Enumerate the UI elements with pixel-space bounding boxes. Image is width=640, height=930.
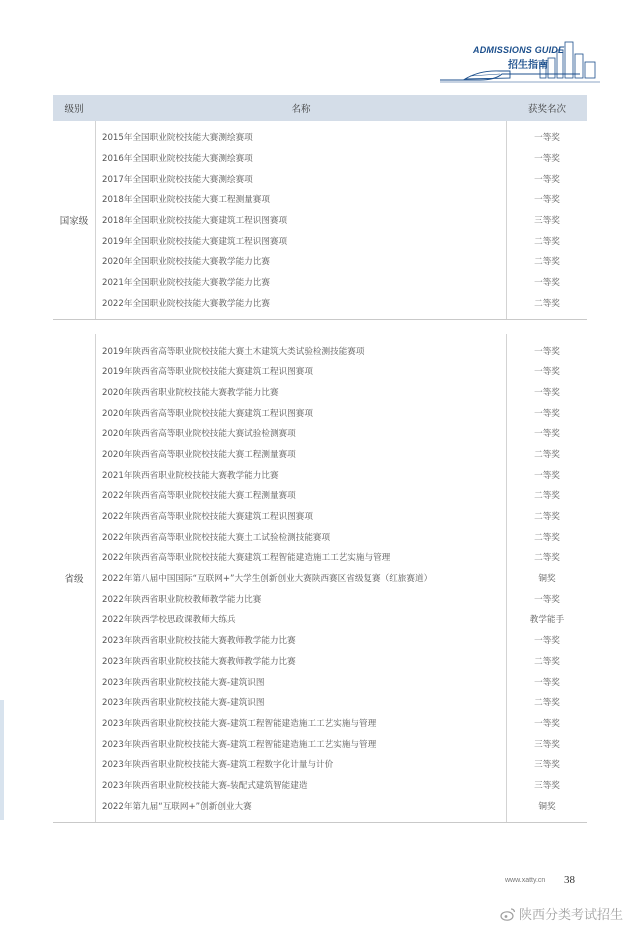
group-national — [53, 121, 587, 319]
award-name-cell: 2023年陕西省职业院校技能大赛-建筑识图 — [102, 677, 265, 688]
award-rank-cell: 一等奖 — [534, 408, 560, 419]
award-name-cell: 2022年第九届“互联网+”创新创业大赛 — [102, 801, 252, 812]
award-rank-cell: 二等奖 — [534, 491, 560, 502]
award-rank-cell: 一等奖 — [534, 387, 560, 398]
award-rank-cell: 三等奖 — [534, 780, 560, 791]
awards-table — [53, 95, 587, 823]
award-name-cell: 2020年陕西省高等职业院校技能大赛建筑工程识图赛项 — [102, 408, 313, 419]
header-level: 级别 — [64, 104, 84, 115]
award-rank-cell: 一等奖 — [534, 470, 560, 481]
award-name-cell: 2023年陕西省职业院校技能大赛-建筑识图 — [102, 698, 265, 709]
award-name-cell: 2022年陕西省职业院校教师教学能力比赛 — [102, 594, 262, 605]
award-rank-cell: 一等奖 — [534, 677, 560, 688]
award-name-cell: 2019年陕西省高等职业院校技能大赛建筑工程识图赛项 — [102, 367, 313, 378]
award-rank-cell: 二等奖 — [534, 698, 560, 709]
header-award: 获奖名次 — [527, 104, 566, 115]
award-name-cell: 2022年陕西学校思政课教师大练兵 — [102, 615, 236, 626]
award-rank-cell: 一等奖 — [534, 278, 560, 289]
brand-chinese: 招生指南 — [508, 60, 548, 71]
award-rank-cell: 二等奖 — [534, 532, 560, 543]
award-rank-cell: 二等奖 — [534, 236, 560, 247]
award-rank-cell: 二等奖 — [534, 512, 560, 523]
award-rank-cell: 铜奖 — [538, 574, 556, 585]
award-name-cell: 2023年陕西省职业院校技能大赛教师教学能力比赛 — [102, 656, 296, 667]
award-rank-cell: 三等奖 — [534, 760, 560, 771]
award-name-cell: 2018年全国职业院校技能大赛建筑工程识图赛项 — [102, 216, 288, 227]
award-name-cell: 2020年陕西省高等职业院校技能大赛试验检测赛项 — [102, 429, 296, 440]
award-rank-cell: 一等奖 — [534, 133, 560, 144]
weibo-watermark — [500, 904, 623, 923]
group-level-label: 国家级 — [59, 216, 89, 228]
award-rank-cell: 二等奖 — [534, 656, 560, 667]
award-name-cell: 2022年陕西省高等职业院校技能大赛建筑工程智能建造施工工艺实施与管理 — [102, 553, 391, 564]
header-name: 名称 — [291, 104, 311, 115]
watermark-text: 陕西分类考试招生 — [519, 908, 624, 923]
award-name-cell: 2020年陕西省高等职业院校技能大赛工程测量赛项 — [102, 449, 296, 460]
award-name-cell: 2018年全国职业院校技能大赛工程测量赛项 — [102, 195, 270, 206]
award-name-cell: 2015年全国职业院校技能大赛测绘赛项 — [102, 133, 253, 144]
award-rank-cell: 一等奖 — [534, 174, 560, 185]
award-name-cell: 2022年陕西省高等职业院校技能大赛土工试验检测技能赛项 — [102, 532, 331, 543]
award-name-cell: 2023年陕西省职业院校技能大赛-建筑工程智能建造施工工艺实施与管理 — [102, 739, 377, 750]
award-rank-cell: 铜奖 — [538, 801, 556, 812]
award-rank-cell: 一等奖 — [534, 594, 560, 605]
award-name-cell: 2023年陕西省职业院校技能大赛教师教学能力比赛 — [102, 636, 296, 647]
table-bottom-rule — [53, 822, 587, 823]
award-name-cell: 2022年第八届中国国际“互联网+”大学生创新创业大赛陕西赛区省级复赛（红旅赛道） — [102, 574, 433, 585]
group-divider — [53, 319, 587, 320]
award-name-cell: 2021年陕西省职业院校技能大赛教学能力比赛 — [102, 470, 279, 481]
award-rank-cell: 二等奖 — [534, 257, 560, 268]
award-name-cell: 2020年全国职业院校技能大赛教学能力比赛 — [102, 257, 270, 268]
award-name-cell: 2020年陕西省职业院校技能大赛教学能力比赛 — [102, 387, 279, 398]
award-rank-cell: 三等奖 — [534, 216, 560, 227]
footer-url: www.xatty.cn — [505, 877, 546, 884]
page-number: 38 — [564, 874, 575, 886]
award-name-cell: 2022年陕西省高等职业院校技能大赛建筑工程识图赛项 — [102, 512, 313, 523]
award-name-cell: 2017年全国职业院校技能大赛测绘赛项 — [102, 174, 253, 185]
award-rank-cell: 一等奖 — [534, 367, 560, 378]
award-name-cell: 2022年陕西省高等职业院校技能大赛工程测量赛项 — [102, 491, 296, 502]
award-name-cell: 2022年全国职业院校技能大赛教学能力比赛 — [102, 298, 270, 309]
award-rank-cell: 二等奖 — [534, 298, 560, 309]
group-names — [95, 121, 507, 319]
award-rank-cell: 教学能手 — [529, 615, 565, 626]
award-rank-cell: 一等奖 — [534, 346, 560, 357]
group-awards — [507, 334, 587, 822]
decorative-strip — [0, 700, 4, 820]
award-rank-cell: 一等奖 — [534, 429, 560, 440]
award-name-cell: 2019年全国职业院校技能大赛建筑工程识图赛项 — [102, 236, 288, 247]
award-name-cell: 2023年陕西省职业院校技能大赛-建筑工程智能建造施工工艺实施与管理 — [102, 718, 377, 729]
admissions-guide-logo — [440, 40, 600, 90]
award-name-cell: 2021年全国职业院校技能大赛教学能力比赛 — [102, 278, 270, 289]
award-name-cell: 2023年陕西省职业院校技能大赛-建筑工程数字化计量与计价 — [102, 760, 334, 771]
award-rank-cell: 一等奖 — [534, 718, 560, 729]
group-names — [95, 334, 507, 822]
award-rank-cell: 一等奖 — [534, 154, 560, 165]
award-name-cell: 2019年陕西省高等职业院校技能大赛土木建筑大类试验检测技能赛项 — [102, 346, 365, 357]
award-rank-cell: 一等奖 — [534, 195, 560, 206]
group-provincial — [53, 334, 587, 822]
award-rank-cell: 一等奖 — [534, 636, 560, 647]
brand-english: ADMISSIONS GUIDE — [473, 45, 565, 55]
award-name-cell: 2023年陕西省职业院校技能大赛-装配式建筑智能建造 — [102, 780, 308, 791]
weibo-icon — [500, 906, 516, 922]
award-rank-cell: 二等奖 — [534, 449, 560, 460]
award-rank-cell: 二等奖 — [534, 553, 560, 564]
award-rank-cell: 三等奖 — [534, 739, 560, 750]
award-name-cell: 2016年全国职业院校技能大赛测绘赛项 — [102, 154, 253, 165]
table-header — [53, 95, 587, 121]
group-level-label: 省级 — [64, 574, 84, 586]
group-awards — [507, 121, 587, 319]
